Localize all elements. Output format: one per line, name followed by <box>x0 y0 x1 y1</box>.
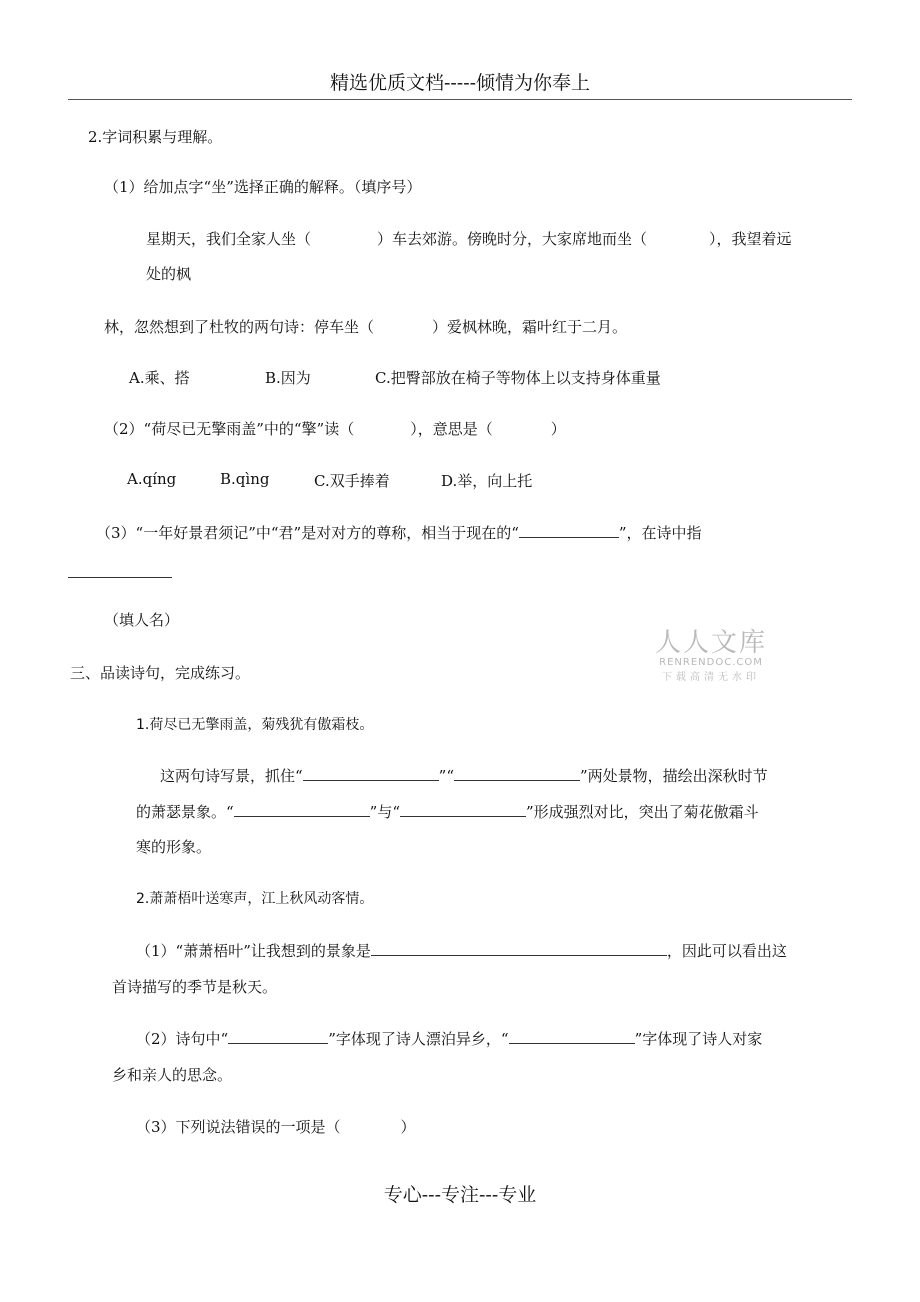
q3-note: （填人名） <box>104 611 180 629</box>
section-2-title: 2.字词积累与理解。 <box>88 128 223 146</box>
poem-2-q1-c: 首诗描写的季节是秋天。 <box>112 978 278 996</box>
poem-1-text-e: ”与“ <box>369 803 401 821</box>
q1-passage-b: ）车去郊游。傍晚时分，大家席地而坐（ <box>377 230 648 248</box>
page-footer: 专心---专注---专业 <box>383 1184 537 1206</box>
q3-prompt <box>96 522 702 543</box>
answer-blank[interactable] <box>234 801 370 817</box>
watermark-logo <box>646 622 776 683</box>
poem-2-q2-line-1 <box>136 1028 762 1049</box>
watermark-url: RENRENDOC.COM <box>659 657 763 668</box>
poem-1-line: 1.荷尽已无擎雨盖，菊残犹有傲霜枝。 <box>136 717 374 733</box>
q1-passage-line-1 <box>146 228 792 249</box>
q2-prompt-b: ），意思是（ <box>410 420 493 438</box>
answer-blank[interactable] <box>228 1028 328 1044</box>
poem-1-text-f: ”形成强烈对比，突出了菊花傲霜斗 <box>526 803 759 821</box>
q2-prompt-c: ） <box>550 420 566 438</box>
answer-blank[interactable] <box>454 765 580 781</box>
q1-passage-c: ），我望着远 <box>709 230 792 248</box>
poem-1-text-a: 这两句诗写景，抓住“ <box>160 767 303 785</box>
poem-1-text-d: 的萧瑟景象。“ <box>136 803 234 821</box>
poem-1-text-c: ”两处景物，描绘出深秋时节 <box>580 767 768 785</box>
answer-blank[interactable] <box>303 765 439 781</box>
q2-option-a: A.qíng <box>127 470 177 488</box>
poem-2-q2-d: 乡和亲人的思念。 <box>112 1066 233 1084</box>
header-divider <box>68 99 852 100</box>
poem-2-q1-a: （1）“萧萧梧叶”让我想到的景象是 <box>136 942 371 960</box>
poem-2-line: 2.萧萧梧叶送寒声，江上秋风动客情。 <box>136 891 374 907</box>
section-3-title: 三、品读诗句，完成练习。 <box>70 664 251 682</box>
poem-2-q1-line-1 <box>136 940 787 961</box>
q3-prompt-b: ”，在诗中指 <box>618 524 702 542</box>
q2-option-d: D.举，向上托 <box>441 472 533 490</box>
watermark-tagline: 下载高清无水印 <box>662 672 760 683</box>
q1-passage-a: 星期天，我们全家人坐（ <box>146 230 312 248</box>
q1-option-a: A.乘、搭 <box>129 369 190 387</box>
poem-1-text-g: 寒的形象。 <box>136 838 212 856</box>
q2-prompt-a: （2）“荷尽已无擎雨盖”中的“擎”读（ <box>104 420 355 438</box>
poem-2-q3-a: （3）下列说法错误的一项是（ <box>136 1118 341 1136</box>
answer-blank[interactable] <box>509 1028 635 1044</box>
page-header-title: 精选优质文档-----倾情为你奉上 <box>329 72 591 94</box>
q2-prompt <box>104 418 566 439</box>
q1-passage-d: 处的枫 <box>146 265 192 283</box>
poem-2-q2-c: ”字体现了诗人对家 <box>634 1030 763 1048</box>
poem-1-text-line-1 <box>160 765 768 786</box>
q3-blank-line <box>68 562 172 582</box>
watermark-brand: 人人文库 <box>654 628 767 658</box>
q1-option-c: C.把臀部放在椅子等物体上以支持身体重量 <box>375 369 661 387</box>
answer-blank[interactable] <box>519 522 619 538</box>
q1-passage-f: ）爱枫林晚，霜叶红于二月。 <box>432 318 628 336</box>
answer-blank[interactable] <box>400 801 526 817</box>
poem-2-q1-b: ，因此可以看出这 <box>666 942 787 960</box>
poem-1-text-line-2 <box>136 801 759 822</box>
q1-option-b: B.因为 <box>265 369 311 387</box>
q1-passage-e: 林，忽然想到了杜牧的两句诗：停车坐（ <box>104 318 375 336</box>
q1-passage-line-3 <box>104 316 627 337</box>
q2-option-c: C.双手捧着 <box>314 472 390 490</box>
poem-2-q2-b: ”字体现了诗人漂泊异乡，“ <box>328 1030 509 1048</box>
poem-1-text-b: ”“ <box>438 767 455 785</box>
answer-blank[interactable] <box>371 940 667 956</box>
q3-prompt-a: （3）“一年好景君须记”中“君”是对对方的尊称，相当于现在的“ <box>96 524 519 542</box>
answer-blank[interactable] <box>68 562 172 578</box>
q2-option-b: B.qìng <box>220 470 270 488</box>
poem-2-q2-a: （2）诗句中“ <box>136 1030 229 1048</box>
q1-prompt: （1）给加点字“坐”选择正确的解释。（填序号） <box>104 178 422 196</box>
poem-2-q3 <box>136 1116 416 1137</box>
poem-2-q3-b: ） <box>400 1118 416 1136</box>
